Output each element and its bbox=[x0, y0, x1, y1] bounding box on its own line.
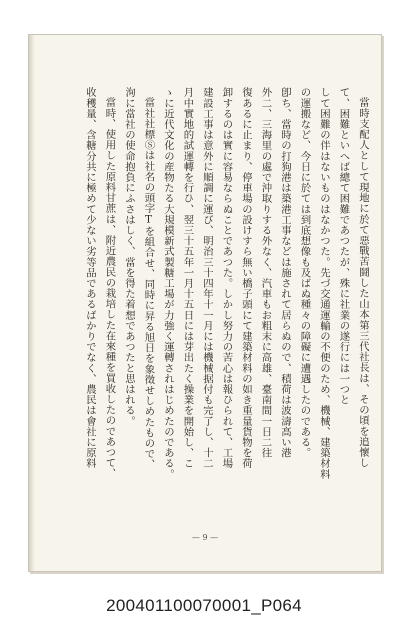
text-column: 建設工事は意外に順調に運び、明治三十四年十一月には機械据付も完了し、十二 bbox=[201, 87, 213, 469]
page-fold-shadow bbox=[29, 35, 35, 571]
vertical-text-body bbox=[69, 87, 369, 567]
text-column: 外二、三海里の處で沖取りする外なく、汽車もお粗末に高雄、臺南間一日二往 bbox=[259, 87, 272, 458]
page-number: — 9 — bbox=[191, 533, 219, 542]
text-column: ゝに近代文化の産物たる大規模新式製糖工場が力強く運轉されはじめたのである。 bbox=[162, 87, 174, 480]
book-page bbox=[28, 34, 382, 572]
text-column: 復あるに止まり、停車場の設けすら無い橋子頭にて建築材料の如き重量貨物を荷 bbox=[240, 87, 252, 469]
image-caption: 200401100070001_P064 bbox=[106, 596, 302, 615]
text-column: の運搬など、今日に於ては到底想像も及ばぬ種々の障礙に遭遇したのである。 bbox=[298, 87, 311, 458]
text-column: 當社社標Ⓢは社名の頭字Tを組合せ、同時に昇る旭日を象徵せしめたもので、 bbox=[142, 97, 155, 470]
text-column: して困難の伴はないものはなかつた。先づ交通運輸の不便のため、機械、建築材料 bbox=[318, 87, 330, 480]
text-column: 卸するのは實に容易ならぬことであつた。しかし努力の苦心は報ひられて、工場 bbox=[220, 87, 233, 469]
text-column: 月中實地的試運轉を行ひ、翌三十五年一月十五日には芽出たく操業を開始し、こ bbox=[181, 87, 194, 469]
text-column: 洵に當社の使命抱負にふさはしく、當を得た着想であつたと思はれる。 bbox=[123, 87, 135, 427]
text-column: 當時支配人として現地に於て惡戰苦鬪した山本第三代社長は、その頃を追懷し bbox=[357, 97, 369, 468]
text-column: 卽ち、當時の打狗港は築港工事などは施されて居らぬので、積荷は波濤高い港 bbox=[279, 87, 291, 458]
text-column: て、困難といへば總て困難であつたが、殊に社業の遂行には一つと bbox=[337, 87, 350, 405]
text-column: 收穫量、含糖分共に極めて少ない劣等品であるばかりでなく、農民は會社に原料 bbox=[84, 87, 96, 469]
text-column: 當時、使用した原料甘蔗は、附近農民の栽培した在來種を買收したのであつて、 bbox=[103, 97, 116, 479]
